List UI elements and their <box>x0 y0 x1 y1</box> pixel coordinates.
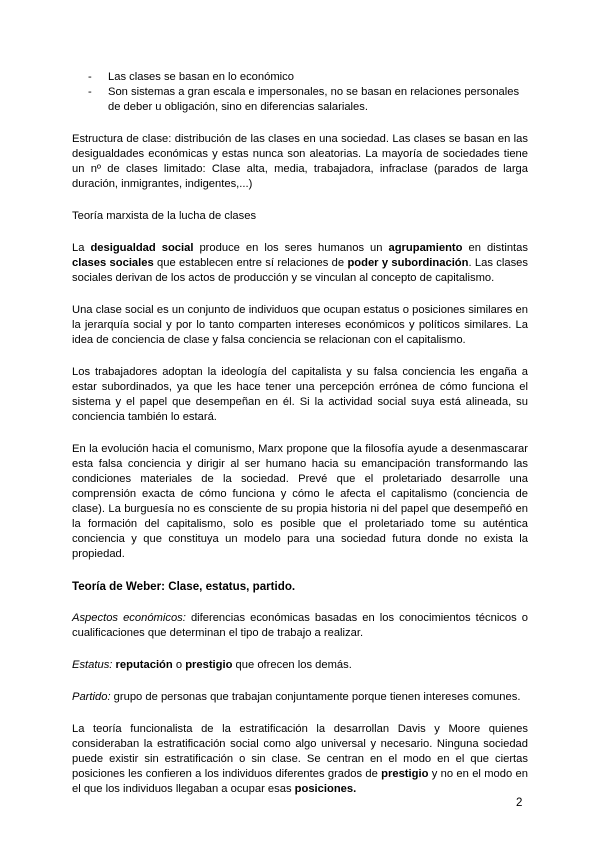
text-run: La teoría funcionalista de la estratificación la desarrollan Davis y Moore quienes consideraban la estratificación social como algo universal y necesario. Ninguna sociedad puede existir sin estratificación o sin clase. Se centran en el modo en el que ciertas posiciones les confieren a los individuos diferentes grados de <box>72 723 528 780</box>
list-item-text: Son sistemas a gran escala e impersonales, no se basan en relaciones personales de deber u obligación, sino en diferencias salariales. <box>108 86 520 113</box>
dash-marker: - <box>88 86 92 98</box>
paragraph-economicos <box>72 611 528 641</box>
text-run: que establecen entre sí relaciones de <box>153 257 348 269</box>
paragraph-desigualdad <box>72 241 528 286</box>
text-run: diferencias económicas basadas en los conocimientos técnicos o cualificaciones que determinan el tipo de trabajo a realizar. <box>72 612 528 639</box>
text-run: o <box>172 659 186 671</box>
bold-term: posiciones. <box>294 783 357 795</box>
paragraph-partido <box>72 690 528 705</box>
bold-term: reputación <box>115 659 173 671</box>
text-run: grupo de personas que trabajan conjuntamente porque tienen intereses comunes. <box>110 691 521 703</box>
text-run: produce en los seres humanos un <box>193 242 389 254</box>
section-heading-weber: Teoría de Weber: Clase, estatus, partido. <box>72 580 296 593</box>
paragraph-trabajadores: Los trabajadores adoptan la ideología del capitalista y su falsa conciencia les engaña a estar subordinados, ya que les hace tener una percepción errónea de cómo funciona el sistema y el papel que desempeñan en él. Si la actividad social suya está alineada, su conciencia también lo estará. <box>72 366 528 423</box>
list-item <box>72 85 528 115</box>
text-run: y no en el modo en el que los individuos llegaban a ocupar esas <box>72 768 528 795</box>
paragraph-estatus <box>72 658 528 673</box>
bold-term: prestigio <box>185 659 233 671</box>
italic-term: Estatus: <box>72 659 113 671</box>
paragraph-evolucion: En la evolución hacia el comunismo, Marx propone que la filosofía ayude a desenmascarar esta falsa conciencia y dirigir al ser humano hacia su emancipación transformando las condiciones materiales de la sociedad. Prevé que el proletariado desarrolle una comprensión exacta de cómo funciona y cómo le afecta el capitalismo (conciencia de clase). La burguesía no es consciente de su propia historia ni del papel que desempeñó en la formación del capitalismo, solo es posible que el proletariado tome su auténtica conciencia y que constituya un modelo para una sociedad futura donde no exista la propiedad. <box>72 443 528 560</box>
bold-term: poder y subordinación <box>347 257 469 269</box>
bold-term: prestigio <box>381 768 429 780</box>
section-heading-marxista: Teoría marxista de la lucha de clases <box>72 210 257 222</box>
dash-marker: - <box>88 71 92 83</box>
bullet-list <box>72 70 528 115</box>
text-run: en distintas <box>462 242 528 254</box>
text-run: La <box>72 242 91 254</box>
page-content <box>72 70 528 814</box>
paragraph-funcionalista <box>72 722 528 797</box>
page-number: 2 <box>516 797 523 809</box>
paragraph-conjunto: Una clase social es un conjunto de individuos que ocupan estatus o posiciones similares en la jerarquía social y por lo tanto comparten intereses económicos y políticos similares. La idea de conciencia de clase y falsa conciencia se relacionan con el capitalismo. <box>72 304 528 346</box>
bold-term: desigualdad social <box>90 242 194 254</box>
bold-term: agrupamiento <box>388 242 463 254</box>
paragraph-estructura: Estructura de clase: distribución de las clases en una sociedad. Las clases se basan en las desigualdades económicas y estas nunca son aleatorias. La mayoría de sociedades tiene un nº de clases limitado: Clase alta, media, trabajadora, infraclase (parados de larga duración, inmigrantes, indigentes,...) <box>72 133 528 190</box>
list-item-text: Las clases se basan en lo económico <box>108 71 294 83</box>
text-run: que ofrecen los demás. <box>232 659 352 671</box>
italic-term: Partido: <box>72 691 111 703</box>
list-item <box>72 70 528 85</box>
text-run: . Las clases sociales derivan de los actos de producción y se vinculan al concepto de capitalismo. <box>72 257 528 284</box>
bold-term: clases sociales <box>72 257 154 269</box>
italic-term: Aspectos económicos: <box>72 612 186 624</box>
